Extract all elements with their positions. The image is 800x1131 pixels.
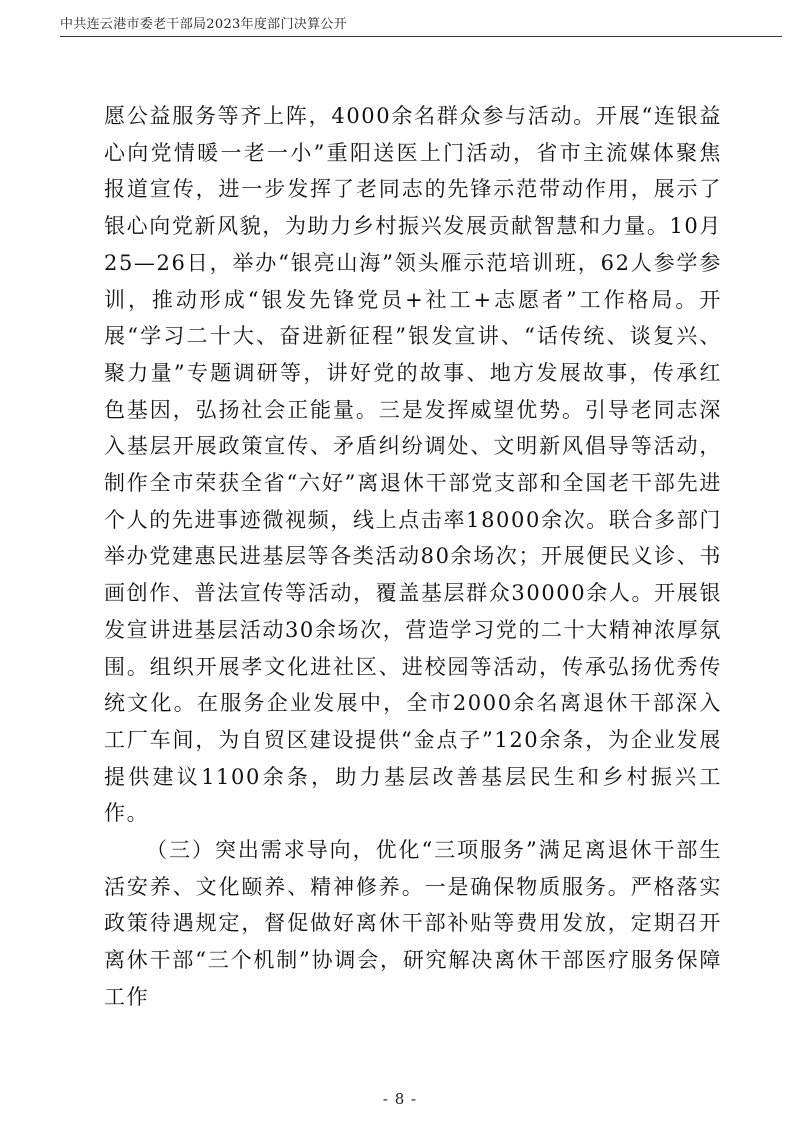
document-body [104,98,722,1016]
page-number: - 8 - [382,1090,418,1108]
paragraph-section-three: （三）突出需求导向，优化“三项服务”满足离退休干部生活安养、文化颐养、精神修养。一是确保物质服务。严格落实政策待遇规定，督促做好离休干部补贴等费用发放，定期召开离休干部“三个机制”协调会，研究解决离休干部医疗服务保障工作 [104,838,722,1009]
header-title: 中共连云港市委老干部局2023年度部门决算公开 [60,17,347,32]
paragraph-continued: 愿公益服务等齐上阵，4000余名群众参与活动。开展“连银益心向党情暖一老一小”重阳送医上门活动，省市主流媒体聚焦报道宣传，进一步发挥了老同志的先锋示范带动作用，展示了银心向党新风貌，为助力乡村振兴发展贡献智慧和力量。10月25—26日，举办“银亮山海”领头雁示范培训班，62人参学参训，推动形成“银发先锋党员+社工+志愿者”工作格局。开展“学习二十大、奋进新征程”银发宣讲、“话传统、谈复兴、聚力量”专题调研等，讲好党的故事、地方发展故事，传承红色基因，弘扬社会正能量。三是发挥威望优势。引导老同志深入基层开展政策宣传、矛盾纠纷调处、文明新风倡导等活动，制作全市荣获全省“六好”离退休干部党支部和全国老干部先进个人的先进事迹微视频，线上点击率18000余次。联合多部门举办党建惠民进基层等各类活动80余场次；开展便民义诊、书画创作、普法宣传等活动，覆盖基层群众30000余人。开展银发宣讲进基层活动30余场次，营造学习党的二十大精神浓厚氛围。组织开展孝文化进社区、进校园等活动，传承弘扬优秀传统文化。在服务企业发展中，全市2000余名离退休干部深入工厂车间，为自贸区建设提供“金点子”120余条，为企业发展提供建议1100余条，助力基层改善基层民生和乡村振兴工作。 [104,104,722,826]
page-header [60,10,782,37]
